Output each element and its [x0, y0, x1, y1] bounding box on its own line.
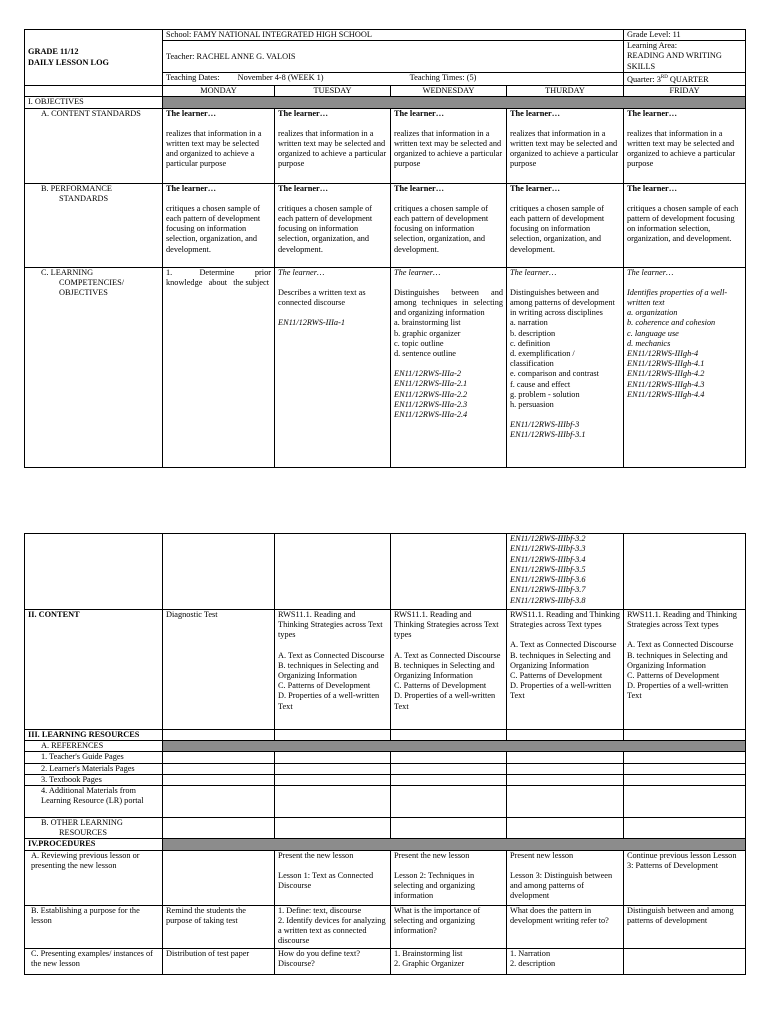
res-empty: [507, 752, 624, 763]
content-item: B. techniques in Selecting and Organizing Information: [394, 660, 495, 681]
comp-fri-code: EN11/12RWS-IIIgh-4.1: [627, 359, 705, 369]
proc-a-thursday: [507, 850, 624, 905]
proc-c-thursday: [507, 948, 624, 974]
comp-fri-code: EN11/12RWS-IIIgh-4.2: [627, 369, 705, 379]
comp-label-1: C. LEARNING: [41, 267, 94, 277]
learning-area-label: Learning Area:: [627, 41, 678, 51]
comp-wed-code: EN11/12RWS-IIIa-2.1: [394, 379, 468, 389]
performance-standards-wednesday: [391, 183, 507, 267]
references-label: A. REFERENCES: [25, 741, 163, 752]
comp-tue-code: EN11/12RWS-IIIa-1: [278, 318, 345, 328]
comp-tue-text: Describes a written text as connected discourse: [278, 287, 366, 307]
ps-label-1: B. PERFORMANCE: [41, 183, 113, 193]
ps-lead: The learner…: [627, 183, 678, 193]
res-empty: [624, 818, 746, 839]
res-empty: [507, 763, 624, 774]
content-standards-friday: [624, 108, 746, 183]
res-empty: [275, 774, 391, 785]
cs-lead: The learner…: [394, 108, 445, 118]
content-item: A. Text as Connected Discourse: [510, 640, 617, 650]
comp-wed-lead: The learner…: [394, 267, 441, 277]
comp-fri-text: Identifies properties of a well-written text: [627, 287, 728, 307]
log-label: DAILY LESSON LOG: [28, 57, 109, 67]
comp-fri-item: b. coherence and cohesion: [627, 318, 716, 328]
content-item: B. techniques in Selecting and Organizing Information: [510, 650, 611, 670]
cs-lead: The learner…: [278, 108, 329, 118]
content-item: B. techniques in Selecting and Organizing Information: [627, 650, 728, 670]
days-spacer: [25, 86, 163, 97]
content-standards-wednesday: [391, 108, 507, 183]
quarter-cell: [624, 73, 746, 86]
quarter-sup: RD: [660, 75, 668, 81]
day-tuesday: TUESDAY: [275, 86, 391, 97]
competencies-friday: [624, 267, 746, 467]
grade-label: GRADE 11/12: [28, 47, 79, 57]
comp-fri-item: d. mechanics: [627, 338, 671, 348]
lesson-log-table-page1: [24, 29, 746, 468]
proc-b-monday: Remind the students the purpose of taking test: [163, 905, 275, 948]
cont-empty-tuesday: [275, 534, 391, 610]
proc-b-tue-1: 1. Define: text, discourse: [278, 905, 362, 915]
comp-wed-code: EN11/12RWS-IIIa-2.4: [394, 410, 468, 420]
comp-thu-text: Distinguishes between and among patterns of development in writing across disciplines: [510, 287, 615, 318]
res-empty: [624, 752, 746, 763]
textbook-pages-label: 3. Textbook Pages: [25, 774, 163, 785]
res-empty: [391, 818, 507, 839]
proc-c-tuesday: How do you define text? Discourse?: [275, 948, 391, 974]
ps-text: critiques a chosen sample of each pattern of development focusing on information selection, organization, and development.: [510, 203, 605, 254]
res-empty: [391, 752, 507, 763]
res-empty: [507, 730, 624, 741]
comp-thu-item: d. exemplification / classification: [510, 349, 575, 369]
comp-fri-code: EN11/12RWS-IIIgh-4.4: [627, 389, 705, 399]
grade-label-cell: [25, 30, 163, 86]
grade-level-cell: Grade Level: 11: [624, 30, 746, 41]
quarter-suffix: QUARTER: [667, 74, 709, 84]
res-empty: [163, 730, 275, 741]
content-item: B. techniques in Selecting and Organizing Information: [278, 660, 379, 681]
cont-empty-monday: [163, 534, 275, 610]
comp-thu-code: EN11/12RWS-IIIbf-3.5: [510, 564, 586, 574]
learning-area-value: READING AND WRITING SKILLS: [627, 51, 722, 71]
performance-standards-monday: [163, 183, 275, 267]
comp-wed-text: Distinguishes between and among techniques in selecting and organizing information: [394, 287, 503, 318]
res-empty: [275, 763, 391, 774]
proc-b-label: B. Establishing a purpose for the lesson: [25, 905, 163, 948]
other-resources-1: B. OTHER LEARNING: [41, 818, 123, 828]
res-empty: [391, 786, 507, 818]
performance-standards-thursday: [507, 183, 624, 267]
comp-fri-code: EN11/12RWS-IIIgh-4.3: [627, 379, 705, 389]
comp-thu-item: e. comparison and contrast: [510, 369, 599, 379]
school-cell: School: FAMY NATIONAL INTEGRATED HIGH SCHOOL: [163, 30, 624, 41]
additional-materials-label: 4. Additional Materials from Learning Resource (LR) portal: [25, 786, 163, 818]
res-empty: [275, 818, 391, 839]
content-item: C. Patterns of Development: [394, 681, 487, 691]
content-topic: RWS11.1. Reading and Thinking Strategies across Text types: [394, 610, 499, 640]
ps-text: critiques a chosen sample of each pattern of development focusing on information selection, organization, and development.: [627, 203, 739, 244]
teacher-name: Teacher: RACHEL ANNE G. VALOIS: [166, 51, 296, 61]
content-label: II. CONTENT: [25, 610, 163, 730]
proc-c-label: C. Presenting examples/ instances of the new lesson: [25, 948, 163, 974]
proc-c-wed-1: 1. Brainstorming list: [394, 948, 463, 958]
proc-b-friday: Distinguish between and among patterns of development: [624, 905, 746, 948]
content-item: A. Text as Connected Discourse: [278, 650, 385, 660]
comp-wed-code: EN11/12RWS-IIIa-2: [394, 369, 461, 379]
comp-thu-item: g. problem - solution: [510, 389, 580, 399]
proc-c-thu-1: 1. Narration: [510, 948, 551, 958]
content-topic: RWS11.1. Reading and Thinking Strategies across Text types: [627, 610, 737, 630]
comp-tue-lead: The learner…: [278, 267, 325, 277]
content-item: C. Patterns of Development: [278, 681, 371, 691]
cs-lead: The learner…: [166, 108, 217, 118]
content-monday: Diagnostic Test: [163, 610, 275, 730]
procedures-grey-bar: [163, 839, 746, 850]
day-wednesday: WEDNESDAY: [391, 86, 507, 97]
proc-a-wednesday: [391, 850, 507, 905]
res-empty: [391, 774, 507, 785]
ps-lead: The learner…: [278, 183, 329, 193]
comp-thu-lead: The learner…: [510, 267, 557, 277]
proc-a-wed-1: Present the new lesson: [394, 850, 470, 860]
res-empty: [507, 774, 624, 785]
comp-wed-item: a. brainstorming list: [394, 318, 461, 328]
cont-empty-label: [25, 534, 163, 610]
day-friday: FRIDAY: [624, 86, 746, 97]
proc-a-tue-2: Lesson 1: Text as Connected Discourse: [278, 870, 374, 891]
comp-fri-item: c. language use: [627, 328, 679, 338]
proc-c-thu-2: 2. description: [510, 958, 556, 968]
content-item: C. Patterns of Development: [627, 671, 720, 681]
ps-lead: The learner…: [394, 183, 445, 193]
comp-wed-item: b. graphic organizer: [394, 328, 461, 338]
comp-thu-item: c. definition: [510, 338, 551, 348]
comp-thu-item: h. persuasion: [510, 400, 554, 410]
performance-standards-label: [25, 183, 163, 267]
day-thursday: THURDAY: [507, 86, 624, 97]
cs-text: realizes that information in a written text may be selected and organized to achieve a particular purpose: [166, 128, 262, 169]
comp-thu-code: EN11/12RWS-IIIbf-3.2: [510, 534, 586, 543]
res-empty: [275, 752, 391, 763]
competencies-monday: [163, 267, 275, 467]
content-topic: RWS11.1. Reading and Thinking Strategies across Text types: [510, 610, 620, 630]
res-empty: [163, 774, 275, 785]
teaching-dates-cell: [163, 73, 624, 86]
proc-c-friday: [624, 948, 746, 974]
comp-wed-code: EN11/12RWS-IIIa-2.2: [394, 389, 468, 399]
content-item: C. Patterns of Development: [510, 671, 603, 681]
proc-a-wed-2: Lesson 2: Techniques in selecting and organizing information: [394, 870, 475, 901]
comp-thu-code: EN11/12RWS-IIIbf-3.8: [510, 595, 586, 605]
references-grey-bar: [163, 741, 746, 752]
proc-c-monday: Distribution of test paper: [163, 948, 275, 974]
teaching-dates-label: Teaching Dates:: [166, 73, 220, 83]
ps-lead: The learner…: [510, 183, 561, 193]
proc-a-friday: Continue previous lesson Lesson 3: Patterns of Development: [624, 850, 746, 905]
res-empty: [163, 818, 275, 839]
content-topic: RWS11.1. Reading and Thinking Strategies across Text types: [278, 610, 383, 640]
proc-b-thursday: What does the pattern in development writing refer to?: [507, 905, 624, 948]
proc-a-monday: [163, 850, 275, 905]
comp-thu-item: a. narration: [510, 318, 548, 328]
content-wednesday: [391, 610, 507, 730]
comp-wed-item: d. sentence outline: [394, 349, 456, 358]
cs-text: realizes that information in a written text may be selected and organized to achieve a particular purpose: [510, 128, 619, 169]
performance-standards-friday: [624, 183, 746, 267]
comp-thu-item: b. description: [510, 328, 556, 338]
proc-c-wed-2: 2. Graphic Organizer: [394, 958, 465, 968]
competencies-thursday-cont: [507, 534, 624, 610]
content-item: D. Properties of a well-written Text: [278, 691, 380, 711]
cs-text: realizes that information in a written text may be selected and organized to achieve a particular purpose: [394, 128, 503, 169]
ps-text: critiques a chosen sample of each pattern of development focusing on information selection, organization, and development.: [166, 203, 261, 254]
comp-thu-code: EN11/12RWS-IIIbf-3.4: [510, 554, 586, 564]
res-empty: [163, 763, 275, 774]
comp-fri-item: a. organization: [627, 308, 678, 318]
ps-text: critiques a chosen sample of each pattern of development focusing on information selection, organization, and development.: [278, 203, 373, 254]
objectives-title: I. OBJECTIVES: [25, 97, 163, 108]
day-monday: MONDAY: [163, 86, 275, 97]
comp-fri-lead: The learner…: [627, 267, 674, 277]
ps-label-2: STANDARDS: [59, 193, 109, 203]
proc-b-wednesday: What is the importance of selecting and organizing information?: [391, 905, 507, 948]
proc-a-label: A. Reviewing previous lesson or presenting the new lesson: [25, 850, 163, 905]
content-friday: [624, 610, 746, 730]
performance-standards-tuesday: [275, 183, 391, 267]
content-tuesday: [275, 610, 391, 730]
competencies-wednesday: [391, 267, 507, 467]
res-empty: [275, 786, 391, 818]
teaching-dates: November 4-8 (WEEK 1): [237, 73, 324, 83]
cs-lead: The learner…: [627, 108, 678, 118]
content-standards-tuesday: [275, 108, 391, 183]
res-empty: [163, 786, 275, 818]
cs-text: realizes that information in a written text may be selected and organized to achieve a particular purpose: [627, 128, 736, 169]
comp-wed-code: EN11/12RWS-IIIa-2.3: [394, 399, 468, 409]
other-resources-label: [25, 818, 163, 839]
content-item: D. Properties of a well-written Text: [510, 681, 612, 701]
comp-thu-item: f. cause and effect: [510, 379, 571, 389]
cs-lead: The learner…: [510, 108, 561, 118]
cs-text: realizes that information in a written text may be selected and organized to achieve a particular purpose: [278, 128, 387, 169]
competencies-thursday: [507, 267, 624, 467]
comp-wed-item: c. topic outline: [394, 338, 444, 348]
content-standards-thursday: [507, 108, 624, 183]
ps-text: critiques a chosen sample of each pattern of development focusing on information selection, organization, and development.: [394, 203, 489, 254]
competencies-tuesday: [275, 267, 391, 467]
proc-c-wednesday: [391, 948, 507, 974]
comp-thu-code: EN11/12RWS-IIIbf-3.1: [510, 430, 586, 440]
res-empty: [624, 786, 746, 818]
comp-fri-code: EN11/12RWS-IIIgh-4: [627, 349, 699, 358]
teacher-cell: [163, 41, 624, 73]
proc-a-thu-1: Present new lesson: [510, 850, 574, 860]
teachers-guide-label: 1. Teacher's Guide Pages: [25, 752, 163, 763]
content-item: D. Properties of a well-written Text: [627, 681, 729, 701]
other-resources-2: RESOURCES: [59, 828, 107, 838]
content-item: A. Text as Connected Discourse: [627, 640, 734, 650]
comp-monday-text: 1. Determine prior knowledge about the subject: [166, 267, 274, 287]
procedures-title: IV.PROCEDURES: [25, 839, 163, 850]
comp-label-3: OBJECTIVES: [59, 287, 108, 297]
learners-materials-label: 2. Learner's Materials Pages: [25, 763, 163, 774]
quarter-prefix: Quarter: 3: [627, 74, 661, 84]
lesson-log-table-page2: [24, 533, 746, 975]
res-empty: [507, 818, 624, 839]
ps-lead: The learner…: [166, 183, 217, 193]
res-empty: [391, 763, 507, 774]
res-empty: [624, 774, 746, 785]
comp-thu-code: EN11/12RWS-IIIbf-3.6: [510, 575, 586, 585]
res-empty: [391, 730, 507, 741]
objectives-grey-bar: [163, 97, 746, 108]
proc-a-tuesday: [275, 850, 391, 905]
teaching-times: Teaching Times: (5): [409, 73, 477, 83]
res-empty: [624, 730, 746, 741]
res-empty: [163, 752, 275, 763]
proc-a-tue-1: Present the new lesson: [278, 850, 354, 860]
content-thursday: [507, 610, 624, 730]
cont-empty-wednesday: [391, 534, 507, 610]
proc-b-tuesday: [275, 905, 391, 948]
proc-a-thu-2: Lesson 3: Distinguish between and among patterns of dvelopment: [510, 870, 613, 901]
comp-thu-code: EN11/12RWS-IIIbf-3.7: [510, 585, 586, 595]
competencies-label: [25, 267, 163, 467]
res-empty: [275, 730, 391, 741]
content-item: A. Text as Connected Discourse: [394, 650, 501, 660]
res-empty: [507, 786, 624, 818]
comp-thu-code: EN11/12RWS-IIIbf-3.3: [510, 544, 586, 554]
content-standards-label: A. CONTENT STANDARDS: [25, 108, 163, 183]
comp-thu-code: EN11/12RWS-IIIbf-3: [510, 420, 580, 430]
proc-b-tue-2: 2. Identify devices for analyzing a written text as connected discourse: [278, 915, 386, 946]
resources-title: III. LEARNING RESOURCES: [25, 730, 163, 741]
content-item: D. Properties of a well-written Text: [394, 691, 496, 711]
content-standards-monday: [163, 108, 275, 183]
comp-label-2: COMPETENCIES/: [59, 277, 124, 287]
cont-empty-friday: [624, 534, 746, 610]
learning-area-cell: [624, 41, 746, 73]
res-empty: [624, 763, 746, 774]
